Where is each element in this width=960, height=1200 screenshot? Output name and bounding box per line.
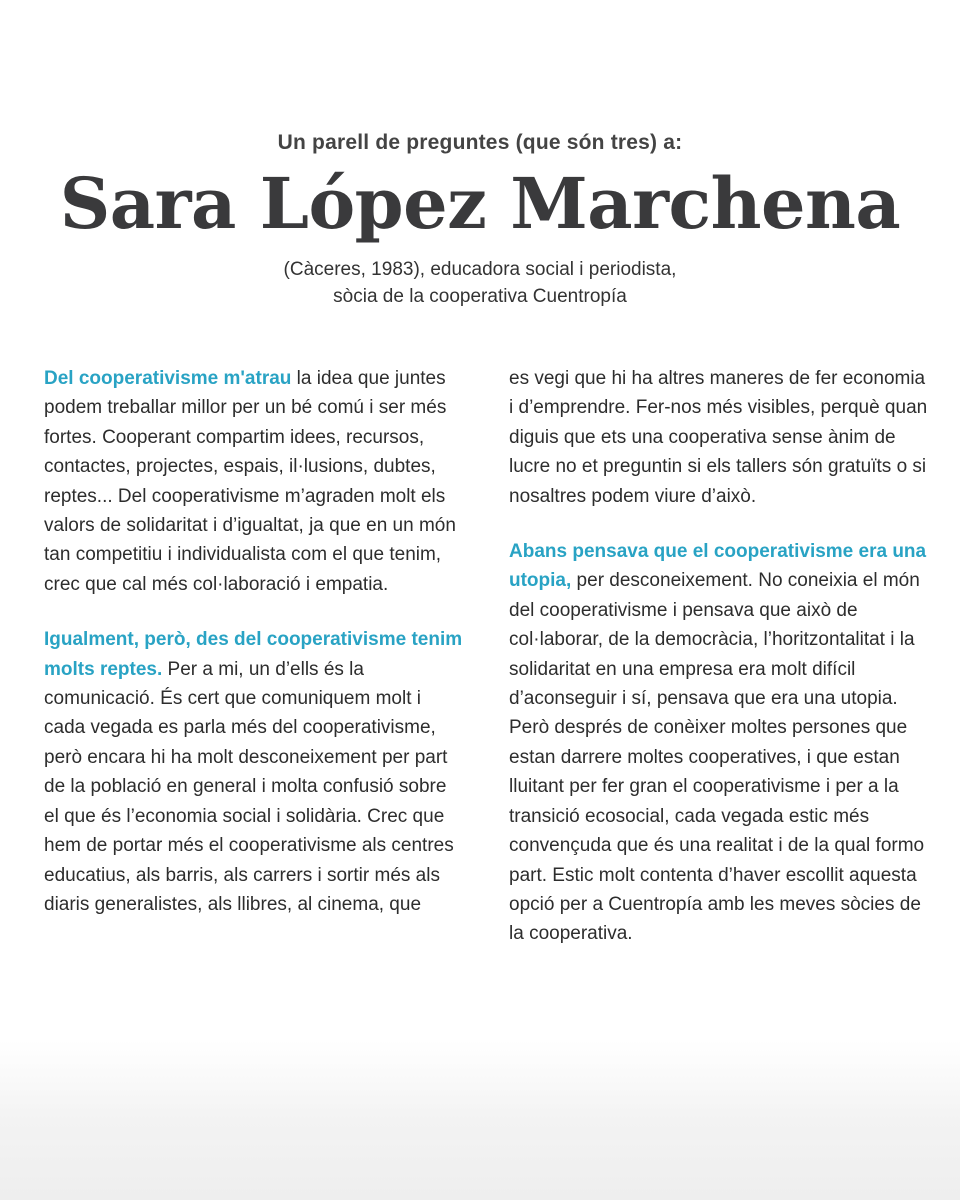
article-column-right [509,364,929,975]
paragraph-2-body: Per a mi, un d’ells és la comunicació. És cert que comuniquem molt i cada vegada es parla més del cooperativisme, però encara hi ha molt desconeixement per part de la població en general i molta confusió sobre el que és l’economia social i solidària. Crec que hem de portar més el cooperativisme als centres educatius, als barris, als carrers i sortir més als diaris generalistes, als llibres, al cinema, que [44,658,454,915]
paragraph-3-body: per desconeixement. No coneixia el món del cooperativisme i pensava que això de col·laborar, de la democràcia, l’horitzontalitat i la solidaritat en una empresa era molt difícil d’aconseguir i sí, pensava que era una utopia. Però després de conèixer moltes persones que estan darrere moltes cooperatives, i que estan lluitant per fer gran el cooperativisme i per a la transició ecosocial, cada vegada estic més convençuda que és una realitat i de la qual formo part. Estic molt contenta d’haver escollit aquesta opció per a Cuentropía amb les meves sòcies de la cooperativa. [509,570,925,945]
article-column-left [44,364,464,945]
paragraph-1-body: la idea que juntes podem treballar millor per un bé comú i ser més fortes. Cooperant compartim idees, recursos, contactes, projectes, espais, il·lusions, dubtes, reptes... Del cooperativisme m’agraden molt els valors de solidaritat i d’igualtat, ja que en un món tan competitiu i individualista com el que tenim, crec que cal més col·laboració i empatia. [44,368,456,595]
subtitle-line-2: sòcia de la cooperativa Cuentropía [333,286,627,307]
interviewee-name: Sara López Marchena [59,162,901,245]
paragraph-3-highlight: Abans pensava que el cooperativisme era una utopia, [509,541,927,592]
kicker-text: Un parell de preguntes (que són tres) a: [277,131,683,154]
paragraph-2 [44,625,464,919]
paragraph-2-continued: es vegi que hi ha altres maneres de fer economia i d’emprendre. Fer-nos més visibles, perquè quan diguis que ets una cooperativa sense ànim de lucre no et preguntin si els tallers són gratuïts o si nosaltres podem viure d’això. [509,368,928,507]
interviewee-subtitle [0,256,960,310]
paragraph-1-highlight: Del cooperativisme m'atrau [44,368,292,389]
subtitle-line-1: (Càceres, 1983), educadora social i periodista, [283,259,677,280]
paragraph-1 [44,364,464,599]
paragraph-2-highlight: Igualment, però, des del cooperativisme tenim molts reptes. [44,629,463,680]
paragraph-3 [509,537,929,949]
article-header [0,126,960,310]
